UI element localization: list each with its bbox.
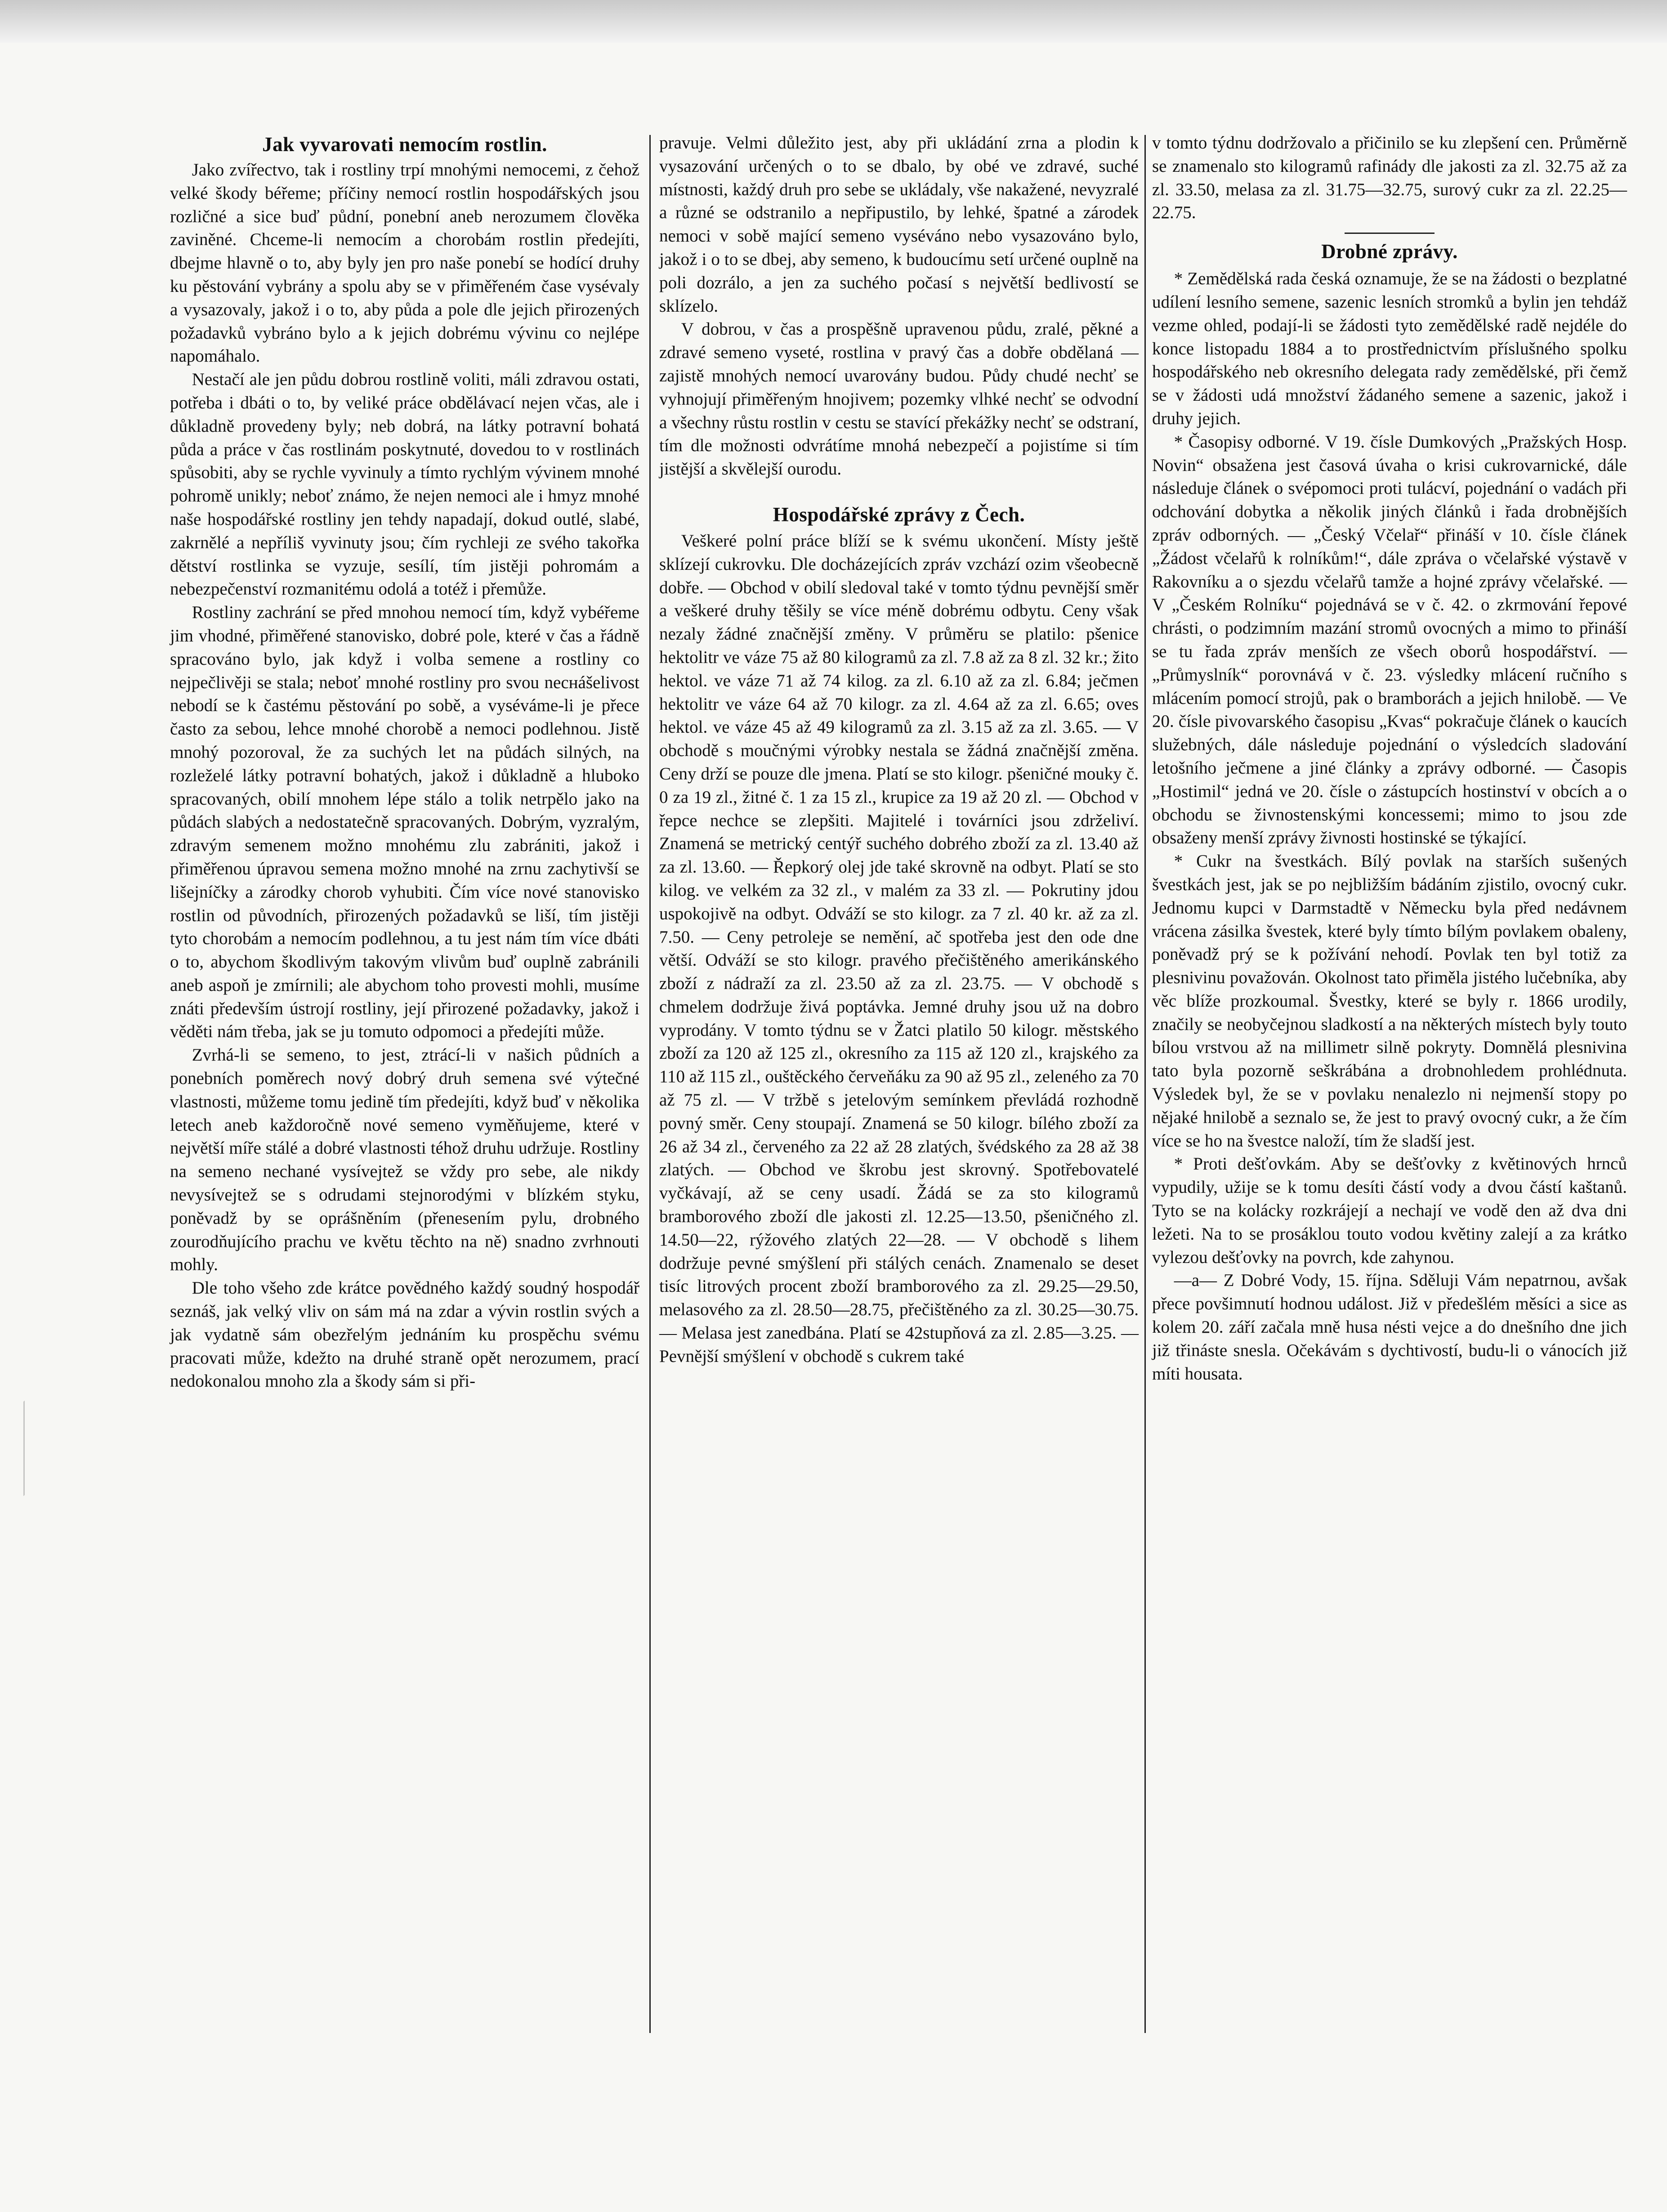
article-paragraph: pravuje. Velmi důležito jest, aby při ukládání zrna a plodin k vysazování určených o to se dbalo, by obé ve zdravé, suché místnosti, každý druh pro sebe se ukládaly, vše nakažené, nevyzralé a různé se odstranilo a nepřipustilo, by lehké, špatné a zárodek nemoci v sobě mající semeno vyséváno nebo vysazováno bylo, jakož i o to se dbej, aby semeno, k budoucímu setí určené ouplně na poli dozrálo, a jen za suchého počasí s největší bedlivostí se sklízelo.	[659, 133, 1139, 316]
section-divider	[1345, 233, 1435, 234]
article-paragraph: Nestačí ale jen půdu dobrou rostlině voliti, máli zdravou ostati, potřeba i dbáti o to, by veliké práce obdělávací nejen včas, ale i důkladně provedeny byly; neb dobrá, na látky potravní bohatá půda a práce v čas rostlinám poskytnuté, dovedou to v rostlinách spůsobiti, aby se rychle vyvinuly a tímto rychlým vývinem mnohé pohromě unikly; neboť známo, že nejen nemoci ale i hmyz mnohé naše hospodářské rostliny jen tehdy napadají, dokud outlé, slabé, zakrnělé a nepříliš vyvinuty jsou; čím rychleji ze svého takořka dětství rostlinka se vyzuje, sesílí, tím jistěji pohromám a nebezpečenství rozmanitému odolá a totéž i přemůže.	[170, 370, 639, 599]
column-middle	[659, 131, 1139, 1368]
article-paragraph: Zvrhá-li se semeno, to jest, ztrácí-li v našich půdních a ponebních poměrech nový dobrý druh semena své výtečné vlastnosti, můžeme tomu jedině tím předejíti, když buď v několika letech aneb každoročně nové semeno vyměňujeme, které v největší míře stálé a dobré vlastnosti téhož druhu udržuje. Rostliny na semeno nechané vysívejtež se vždy pro sebe, ale nikdy nevysívejtež se s odrudami stejnorodými v blízkém styku, poněvadž by se oprášněním (přenesením pylu, drobného zourodňujícího prachu ve květu těchto na ně) snadno zvrhnouti mohly.	[170, 1045, 639, 1275]
news-item: * Cukr na švestkách. Bílý povlak na starších sušených švestkách jest, jak se po nejbližším bádáním zjistilo, ovocný cukr. Jednomu kupci v Darmstadtě v Německu byla před nedávnem vrácena zásilka švestek, které byly tímto bílým povlakem obaleny, poněvadž prý se k požívání nehodí. Povlak ten byl totiž za plesnivinu považován. Okolnost tato přiměla jistého lučebníka, aby věc blíže prozkoumal. Švestky, které se byly r. 1866 urodily, značily se neobyčejnou sladkostí a na některých místech byly touto bílou vrstvou až na millimetr silně pokryty. Domnělá plesnivina tato byla pozorně seškrábána a drobnohledem prohlédnuta. Výsledek byl, že se v povlaku nenalezlo ni nejmenší stopy po nějaké hnilobě a seznalo se, že jest to pravý ovocný cukr, a že čím více se ho na švestce naloží, tím že sladší jest.	[1152, 851, 1627, 1151]
column-rule-left	[649, 135, 651, 2033]
column-right	[1152, 131, 1627, 1385]
news-item: * Zemědělská rada česká oznamuje, že se na žádosti o bezplatné udílení lesního semene, sazenic lesních stromků a bylin jen tehdáž vezme ohled, podají-li se žádosti tyto zemědělské radě nejdéle do konce listopadu 1884 a to prostřednictvím příslušného spolku hospodářského neb okresního delegata rady zemědělské, při čemž se v žádosti udá množství žádaného semene a sazenic, jakož i druhy jejich.	[1152, 269, 1627, 428]
article-paragraph: Veškeré polní práce blíží se k svému ukončení. Místy ještě sklízejí cukrovku. Dle docházejících zpráv vzchází ozim všeobecně dobře. — Obchod v obilí sledoval také v tomto týdnu pevnější směr a veškeré druhy těšily se více méně dobrému odbytu. Ceny však nezaly žádné značnější změny. V průměru se platilo: pšenice hektolitr ve váze 75 až 80 kilogramů za zl. 7.8 až za 8 zl. 32 kr.; žito hektol. ve váze 71 až 74 kilog. za zl. 6.10 až za zl. 6.84; ječmen hektolitr ve váze 64 až 70 kilogr. za zl. 4.64 až za zl. 6.65; oves hektol. ve váze 45 až 49 kilogramů za zl. 3.15 až za zl. 3.65. — V obchodě s moučnými výrobky nestala se žádná značnější změna. Ceny drží se pouze dle jmena. Platí se sto kilogr. pšeničné mouky č. 0 za 19 zl., žitné č. 1 za 15 zl., krupice za 19 až 20 zl. — Obchod v řepce nechce se zlepšiti. Majitelé i továrníci jsou zdrželiví. Znamená se metrický centýř suchého dobrého zboží za zl. 13.40 až za zl. 13.60. — Řepkorý olej jde také skrovně na odbyt. Platí se sto kilog. ve velkém za 32 zl., v malém za 33 zl. — Pokrutiny jdou uspokojivě na odbyt. Odváží se sto kilogr. za 7 zl. 40 kr. až za zl. 7.50. — Ceny petroleje se nemění, ač spotřeba jest den ode dne větší. Odváží se sto kilogr. pravého přečištěného amerikánského zboží z nádraží za zl. 23.50 až za zl. 23.75. — V obchodě s chmelem dodržuje živá poptávka. Jemné druhy jsou už na dobro vyprodány. V tomto týdnu se v Žatci platilo 50 kilogr. městského zboží za 120 až 125 zl., okresního za 115 až 120 zl., krajského za 110 až 115 zl., ouštěckého červeňáku za 90 až 95 zl., zeleného za 70 až 75 zl. — V tržbě s jetelovým semínkem převládá rozhodně povný směr. Ceny stoupají. Znamená se 50 kilogr. bílého zboží za 26 až 34 zl., červeného za 22 až 28 zlatých, švédského za 28 až 38 zlatých. — Obchod ve škrobu jest skrovný. Spotřebovatelé vyčkávají, až se ceny usadí. Žádá se za sto kilogramů bramborového zboží dle jakosti zl. 12.25—13.50, pšeničného zl. 14.50—22, rýžového zlatých 22—28. — V obchodě s lihem dodržuje pevné smýšlení při stálých cenách. Znamenalo se deset tisíc litrových procent zboží bramborového za zl. 29.25—29.50, melasového za zl. 28.50—28.75, přečištěného za zl. 30.25—30.75. — Melasa jest zanedbána. Platí se 42stupňová za zl. 2.85—3.25. — Pevnější smýšlení v obchodě s cukrem také	[659, 531, 1139, 1366]
article-paragraph: Jako zvířectvo, tak i rostliny trpí mnohými nemocemi, z čehož velké škody béřeme; příčiny nemocí rostlin hospodářských jsou rozličné a sice buď půdní, ponební aneb nerozumem člověka zaviněné. Chceme-li nemocím a chorobám rostlin předejíti, dbejme hlavně o to, aby byly jen pro naše ponebí se hodící druhy ku pěstování vybrány a spolu aby se v přiměřeném čase vysévaly a vysazovaly, jakož i o to, aby půda a pole dle jejich přirozených požadavků vybráno bylo a k jejich dobrému vývinu co nejlépe napomáhalo.	[170, 160, 639, 366]
article-title-diseases: Jak vyvarovati nemocím rostlin.	[262, 133, 547, 156]
article-paragraph: V dobrou, v čas a prospěšně upravenou půdu, zralé, pěkné a zdravé semeno vyseté, rostlina v pravý čas a dobře obdělaná — zajistě mnohých nemocí uvarovány budou. Půdy chudé nechť se vyhnojují přiměřeným hnojivem; pozemky vlhké nechť se odvodní a všechny růstu rostlin v cestu se stavící překážky nechť se odstraní, tím dle možnosti odvrátíme mnohá nebezpečí a pojistíme si tím jistější a skvělejší ourodu.	[659, 319, 1139, 479]
article-paragraph: Rostliny zachrání se před mnohou nemocí tím, když vybéřeme jim vhodné, přiměřené stanovisko, dobré pole, které v čas a řádně spracováno bylo, jak když i volba semene a rostliny co nejpečlivěji se stala; neboť mnohé rostliny pro svou neснášelivost nebodí se k častému pěstování po sobě, a vyséváme-li je přece často za sebou, lehce mnohé chorobě a nemoci podlehnou. Jistě mnohý pozoroval, že za suchých let na půdách silných, na rozleželé látky potravní bohatých, jakož i důkladně a hluboko spracovaných, obilí mnohem lépe stálo a tolik netrpělo jako na půdách slabých a nedostatečně spracovaných. Dobrým, vyzralým, zdravým semenem možno mnohému zlu zabrániti, jakož i přiměřenou úpravou semena možno mnohé na zrnu zachytivší se lišejníčky a zárodky chorob vyhubiti. Čím více nové stanovisko rostlin od původních, přirozených požadavků se liší, tím jistěji tyto chorobám a nemocím podlehnou, a tu jest nám tím více dbáti o to, abychom škodlivým takovým vlivům buď ouplně zabránili aneb aspoň je zmírnili; ale abychom toho provesti mohli, musíme znáti především ústrojí rostliny, její přirozené požadavky, jakož i věděti nám třeba, jak se ju tomuto odpomoci a předejíti může.	[170, 603, 639, 1042]
article-paragraph: Dle toho všeho zde krátce povědného každý soudný hospodář seznáš, jak velký vliv on sám má na zdar a vývin rostlin svých a jak vydatně sám obezřelým jednáním ku prospěchu svému pracovati může, kdežto na druhé straně opět nerozumem, prací nedokonalou mnoho zla a škody sám si při-	[170, 1278, 639, 1391]
article-paragraph: v tomto týdnu dodržovalo a přičinilo se ku zlepšení cen. Průměrně se znamenalo sto kilogramů rafinády dle jakosti za zl. 32.75 až za zl. 33.50, melasa za zl. 31.75—32.75, surový cukr za zl. 22.25—22.75.	[1152, 133, 1627, 223]
scan-edge-mark	[23, 1378, 52, 1496]
article-title-short-news: Drobné zprávy.	[1321, 240, 1458, 263]
news-item: —a— Z Dobré Vody, 15. října. Sděluji Vám nepatrnou, avšak přece povšimnutí hodnou událost. Již v předešlém měsíci a sice as kolem 20. září začala mně husa nésti vejce a do dnešního dne jich již třináste snesla. Očekávám s dychtivostí, budu-li o vánocích již míti housata.	[1152, 1271, 1627, 1384]
news-item: * Časopisy odborné. V 19. čísle Dumkových „Pražských Hosp. Novin“ obsažena jest časová úvaha o krisi cukrovarnické, dále následuje článek o svépomoci proti tulácví, pojednání o vadách při odchování dobytka a několik jiných článků i řada drobnějších zpráv odborných. — „Český Včelař“ přináší v 10. čísle článek „Žádost včelařů k rolníkům!“, dále zpráva o včelařské výstavě v Rakovníku a o sjezdu včelařů tamže a hojné zprávy včelařské. — V „Českém Rolníku“ pojednává se v č. 42. o zkrmování řepové chrásti, o podzimním mazání stromů ovocných a mimo to přináší se tu řada zpráv menších ze všech oborů hospodářství. — „Průmyslník“ porovnává v č. 23. výsledky mlácení ručního s mlácením pomocí strojů, pak o bramborách a jejich hnilobě. — Ve 20. čísle pivovarského časopisu „Kvas“ pokračuje článek o kaucích služebných, dále následuje pojednání o výsledcích sladování letošního ječmene a jiné články a zprávy odborné. — Časopis „Hostimil“ jedná ve 20. čísle o zástupcích hostinství v obcích a o obchodu se živnostenskými koncessemi; mimo to jsou zde obsaženy menší zprávy živnosti hostinské se týkající.	[1152, 432, 1627, 848]
news-item: * Proti dešťovkám. Aby se dešťovky z květinových hrnců vypudily, užije se k tomu desíti částí vody a dvou částí kaštanů. Tyto se na kolácky rozkrájejí a nechají ve vodě den až dva dni ležeti. Na to se prosáklou touto vodou květiny zalejí a za krátko vylezou dešťovky na povrch, kde zahynou.	[1152, 1154, 1627, 1267]
column-rule-right	[1144, 135, 1146, 2033]
article-title-economic-news: Hospodářské zprávy z Čech.	[773, 503, 1025, 526]
column-left	[170, 131, 639, 1393]
scan-top-edge	[0, 0, 1667, 43]
